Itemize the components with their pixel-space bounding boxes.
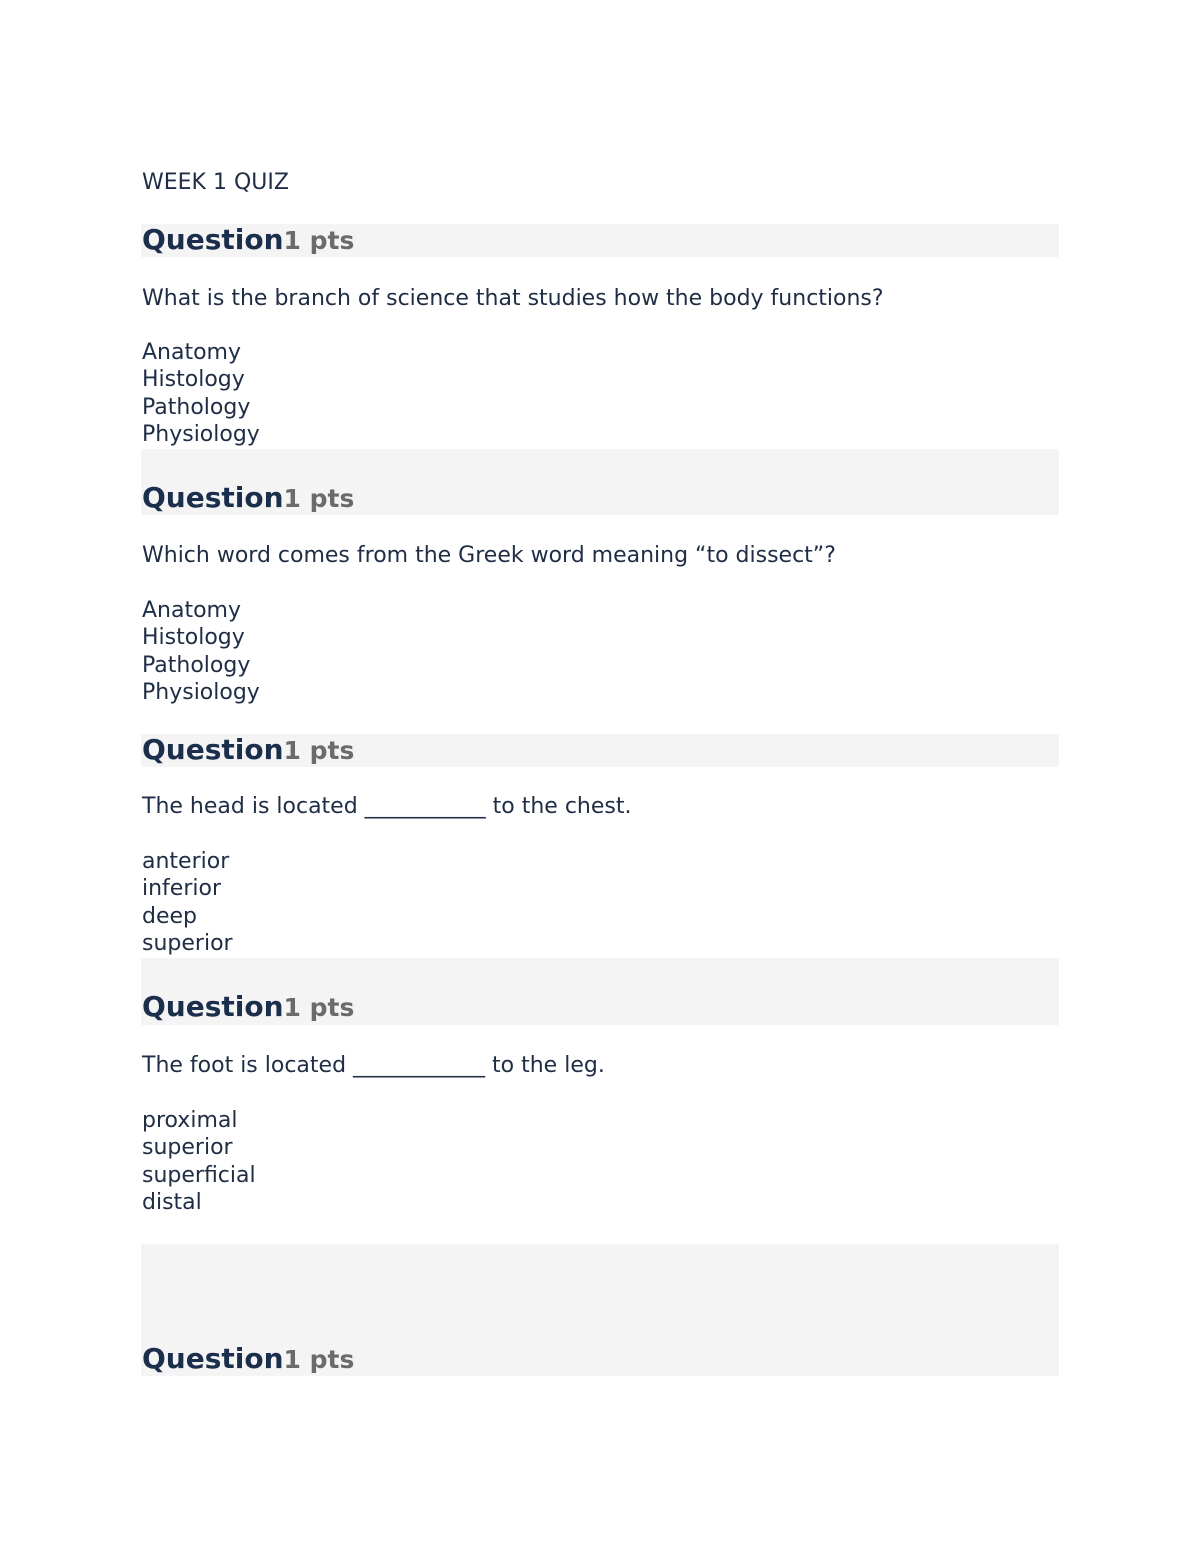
question-text: The foot is located ____________ to the leg.: [142, 1053, 605, 1078]
question-text: What is the branch of science that studies how the body functions?: [142, 286, 884, 311]
answer-option[interactable]: deep: [142, 903, 197, 929]
answer-list: [142, 597, 260, 706]
answer-list: [142, 848, 233, 957]
question-text: The head is located ___________ to the chest.: [142, 794, 632, 819]
answer-option[interactable]: Histology: [142, 625, 245, 651]
question-label: Question: [142, 990, 284, 1023]
question-points: 1 pts: [283, 1345, 355, 1374]
answer-option[interactable]: Anatomy: [142, 340, 242, 365]
answer-list: [142, 1107, 256, 1216]
answer-option[interactable]: inferior: [142, 876, 221, 902]
question-heading: [142, 733, 354, 768]
answer-option[interactable]: anterior: [142, 849, 230, 874]
answer-option[interactable]: Physiology: [142, 421, 260, 447]
question-heading: [142, 223, 354, 258]
page-title: WEEK 1 QUIZ: [142, 170, 289, 195]
question-label: Question: [142, 223, 284, 256]
question-label: Question: [142, 1342, 284, 1375]
answer-option[interactable]: Pathology: [142, 652, 251, 678]
question-points: 1 pts: [283, 226, 355, 255]
answer-option[interactable]: distal: [142, 1189, 202, 1215]
question-points: 1 pts: [283, 736, 355, 765]
answer-option[interactable]: Histology: [142, 367, 245, 393]
question-heading: [142, 990, 354, 1025]
answer-option[interactable]: superior: [142, 1135, 233, 1161]
question-heading: [142, 481, 354, 516]
answer-list: [142, 339, 260, 448]
answer-option[interactable]: proximal: [142, 1108, 238, 1133]
answer-option[interactable]: Pathology: [142, 394, 251, 420]
answer-option[interactable]: superior: [142, 930, 233, 956]
answer-option[interactable]: superficial: [142, 1162, 256, 1188]
question-label: Question: [142, 481, 284, 514]
question-text: Which word comes from the Greek word meaning “to dissect”?: [142, 543, 836, 568]
question-points: 1 pts: [283, 993, 355, 1022]
question-heading: [142, 1342, 354, 1377]
answer-option[interactable]: Anatomy: [142, 598, 242, 623]
question-label: Question: [142, 733, 284, 766]
answer-option[interactable]: Physiology: [142, 679, 260, 705]
question-points: 1 pts: [283, 484, 355, 513]
